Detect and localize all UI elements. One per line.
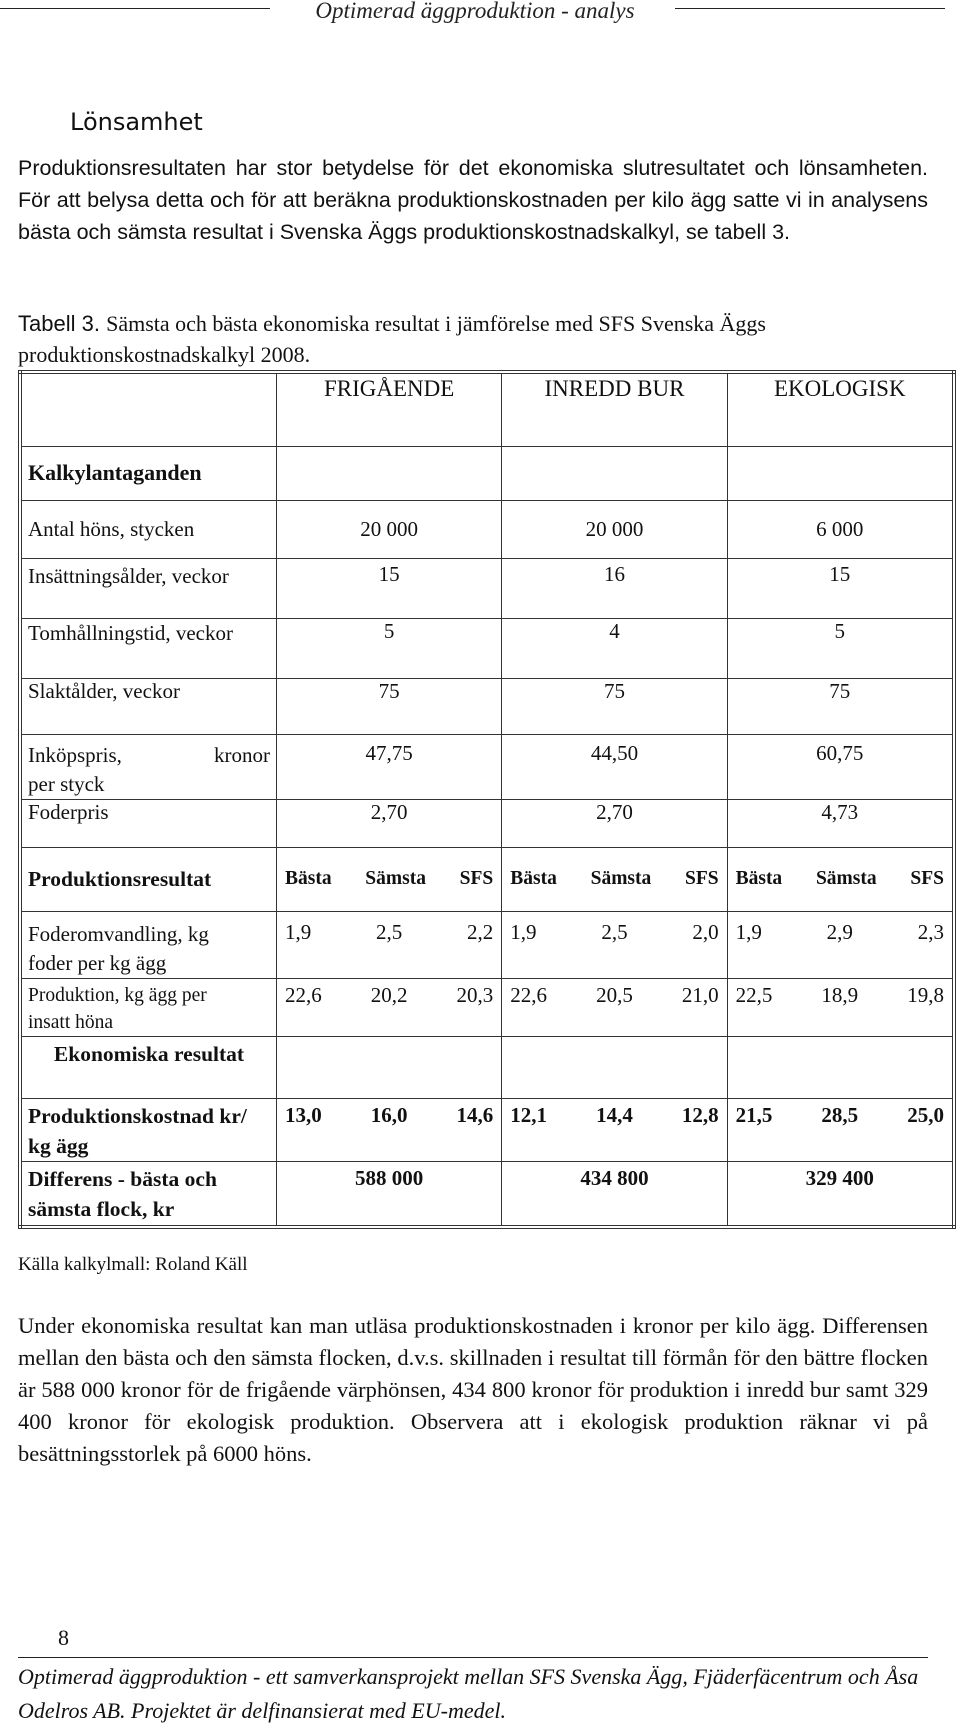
outro-paragraph: Under ekonomiska resultat kan man utläsa produktionskostnaden i kronor per kilo ägg. Differensen mellan den bästa och den sämsta flocken, d.v.s. skillnaden i resultat till förmån för den bättre flocken är 588 000 kronor för de frigående värphönsen, 434 800 kronor för produktion i inredd bur samt 329 400 kronor för ekologisk produktion. Observera att i ekologisk produktion räknar vi på besättningsstorlek på 6000 höns.	[18, 1313, 928, 1466]
sub-header-group: Bästa Sämsta SFS	[277, 847, 502, 911]
cell-value: 75	[727, 678, 954, 734]
cell-triplet: 21,5 28,5 25,0	[727, 1098, 954, 1161]
cell-triplet: 22,6 20,5 21,0	[502, 978, 727, 1036]
cell-triplet: 1,9 2,5 2,0	[502, 911, 727, 978]
econ-heading: Ekonomiska resultat	[20, 1036, 277, 1098]
sub-header-group: Bästa Sämsta SFS	[727, 847, 954, 911]
cell-value: 47,75	[277, 734, 502, 799]
cell-triplet: 22,5 18,9 19,8	[727, 978, 954, 1036]
section-title: Lönsamhet	[70, 108, 203, 136]
cell-value: 60,75	[727, 734, 954, 799]
row-label-slaktalder: Slaktålder, veckor	[20, 678, 277, 734]
row-label-inkopspris: Inköpspris, kronor per styck	[20, 734, 277, 799]
cell-triplet: 1,9 2,5 2,2	[277, 911, 502, 978]
row-label-insattningsalder: Insättningsålder, veckor	[20, 558, 277, 618]
cell-value: 5	[727, 618, 954, 678]
row-label-tomhallningstid: Tomhållningstid, veckor	[20, 618, 277, 678]
cell-value: 2,70	[502, 799, 727, 847]
cell-value: 588 000	[277, 1161, 502, 1227]
row-label-differens: Differens - bästa och sämsta flock, kr	[20, 1161, 277, 1227]
header-rule-right	[675, 8, 945, 9]
row-label-foderpris: Foderpris	[20, 799, 277, 847]
row-label-foderomvandling: Foderomvandling, kg foder per kg ägg	[20, 911, 277, 978]
caption-prefix: Tabell 3.	[18, 311, 100, 336]
cell-triplet: 22,6 20,2 20,3	[277, 978, 502, 1036]
footer-rule	[18, 1657, 928, 1658]
caption-text: Sämsta och bästa ekonomiska resultat i jämförelse med SFS Svenska Äggs produktionskostnadskalkyl 2008.	[18, 311, 766, 367]
cell-value: 16	[502, 558, 727, 618]
row-label-produktionskostnad: Produktionskostnad kr/ kg ägg	[20, 1098, 277, 1161]
table-caption	[18, 308, 928, 370]
corner-cell	[20, 372, 277, 446]
cell-value: 4,73	[727, 799, 954, 847]
cell-value: 329 400	[727, 1161, 954, 1227]
cell-value: 44,50	[502, 734, 727, 799]
row-label-antal-hons: Antal höns, stycken	[20, 500, 277, 558]
col-header-frigaende: FRIGÅENDE	[277, 372, 502, 446]
page-number: 8	[58, 1625, 69, 1650]
sub-header-group: Bästa Sämsta SFS	[502, 847, 727, 911]
cell-value: 20 000	[502, 500, 727, 558]
cell-value: 20 000	[277, 500, 502, 558]
running-header	[0, 0, 960, 30]
col-header-inredd-bur: INREDD BUR	[502, 372, 727, 446]
cell-triplet: 13,0 16,0 14,6	[277, 1098, 502, 1161]
row-label-produktion: Produktion, kg ägg per insatt höna	[20, 978, 277, 1036]
page-footer: Optimerad äggproduktion - ett samverkansprojekt mellan SFS Svenska Ägg, Fjäderfäcentrum och Åsa Odelros AB. Projektet är delfinansierat med EU-medel.	[18, 1664, 919, 1723]
cell-value: 75	[277, 678, 502, 734]
cell-value: 15	[277, 558, 502, 618]
col-header-ekologisk: EKOLOGISK	[727, 372, 954, 446]
cell-value: 5	[277, 618, 502, 678]
cell-value: 2,70	[277, 799, 502, 847]
cell-value: 6 000	[727, 500, 954, 558]
cell-value: 75	[502, 678, 727, 734]
cell-value: 4	[502, 618, 727, 678]
intro-paragraph: Produktionsresultaten har stor betydelse för det ekonomiska slutresultatet och lönsamheten. För att belysa detta och för att beräkna produktionskostnaden per kilo ägg satte vi in analysens bästa och sämsta resultat i Svenska Äggs produktionskostnadskalkyl, se tabell 3.	[18, 156, 928, 244]
cell-triplet: 1,9 2,9 2,3	[727, 911, 954, 978]
cell-value: 15	[727, 558, 954, 618]
running-title: Optimerad äggproduktion - analys	[315, 0, 635, 23]
cell-value: 434 800	[502, 1161, 727, 1227]
table-source: Källa kalkylmall: Roland Käll	[18, 1254, 248, 1275]
assumptions-heading: Kalkylantaganden	[20, 446, 277, 500]
results-heading: Produktionsresultat	[20, 847, 277, 911]
results-table	[18, 370, 956, 1229]
cell-triplet: 12,1 14,4 12,8	[502, 1098, 727, 1161]
header-rule-left	[0, 8, 270, 9]
